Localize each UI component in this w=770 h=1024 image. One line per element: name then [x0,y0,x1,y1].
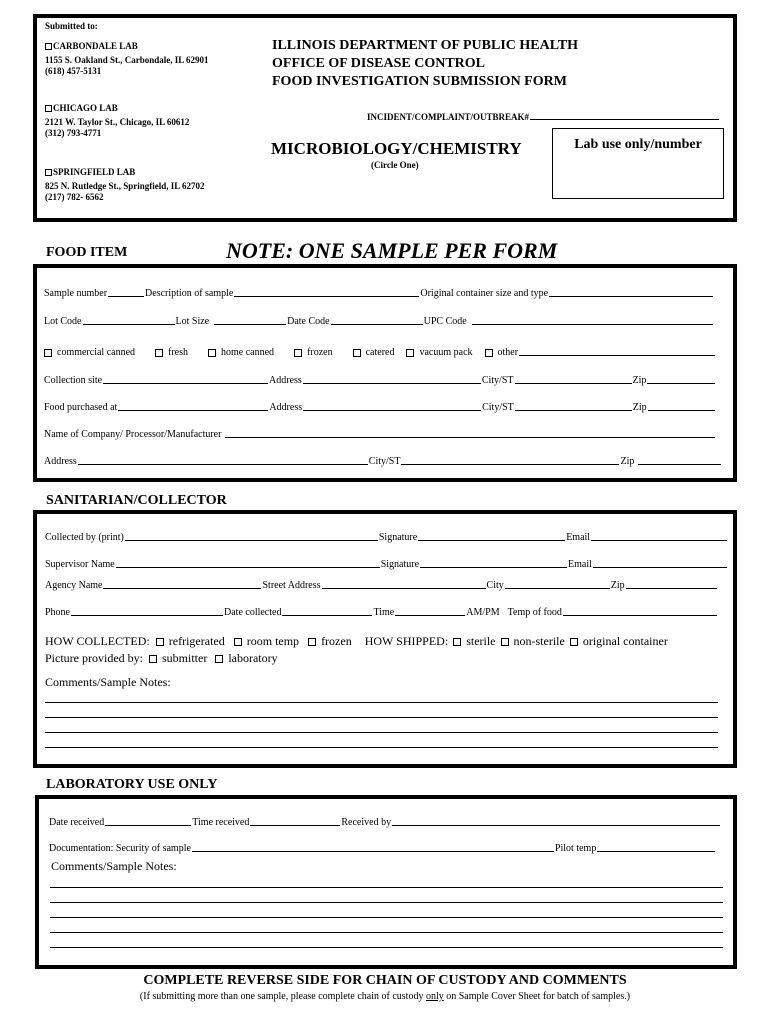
checkbox[interactable] [45,105,52,112]
signature-input[interactable] [420,566,567,568]
food-row-purchased [44,402,716,413]
time-label: Time [373,607,395,618]
sample-number-input[interactable] [108,295,144,297]
agency-input[interactable] [103,587,261,589]
city-st-input[interactable] [515,409,632,411]
comment-line[interactable] [45,732,718,733]
upc-code-label: UPC Code [423,316,467,327]
zip-input[interactable] [647,382,715,384]
option-catered[interactable]: catered [351,347,395,358]
note-one-sample: NOTE: ONE SAMPLE PER FORM [226,238,558,263]
checkbox[interactable] [45,169,52,176]
zip-input[interactable] [626,587,717,589]
city-label: City [486,580,504,591]
address-label: Address [44,456,77,467]
lab-address: 825 N. Rutledge St., Springfield, IL 62702 [45,181,205,191]
lab-name: SPRINGFIELD LAB [53,167,136,177]
title-line: ILLINOIS DEPARTMENT OF PUBLIC HEALTH [272,38,579,53]
title-line: OFFICE OF DISEASE CONTROL [272,56,486,71]
date-received-input[interactable] [105,824,191,826]
email-label: Email [568,559,592,570]
company-label: Name of Company/ Processor/Manufacturer [44,429,222,440]
footer-note-text: on Sample Cover Sheet for batch of samples.) [443,991,631,1002]
address-input[interactable] [78,463,368,465]
address-input[interactable] [303,409,481,411]
footer-note-text: (If submitting more than one sample, please complete chain of custody [139,991,426,1002]
zip-label: Zip [610,580,625,591]
collection-site-input[interactable] [103,382,268,384]
zip-label: Zip [620,456,635,467]
time-received-input[interactable] [250,824,340,826]
collected-by-label: Collected by (print) [45,532,124,543]
lab-row-2 [49,843,716,854]
lab-use-title: LABORATORY USE ONLY [46,777,218,792]
street-label: Street Address [262,580,321,591]
received-by-input[interactable] [392,824,720,826]
collected-frozen[interactable]: frozen [306,634,352,649]
option-fresh[interactable]: fresh [153,347,188,358]
option-frozen[interactable]: frozen [292,347,333,358]
lab-address: 1155 S. Oakland St., Carbondale, IL 62901 [45,55,209,65]
date-collected-label: Date collected [224,607,282,618]
city-st-label: City/ST [481,375,514,386]
zip-input[interactable] [638,463,721,465]
how-collected-label: HOW COLLECTED: [45,634,150,648]
date-code-label: Date Code [287,316,330,327]
purchased-at-label: Food purchased at [44,402,118,413]
zip-input[interactable] [648,409,715,411]
purchased-at-input[interactable] [118,409,268,411]
food-row-collection [44,375,716,386]
zip-label: Zip [632,402,647,413]
other-input[interactable] [519,354,715,356]
lab-phone: (312) 793-4771 [45,128,102,138]
how-shipped-label: HOW SHIPPED: [364,634,449,648]
food-row-company [44,429,716,440]
lab-phone: (618) 457-5131 [45,66,102,76]
food-type-options [44,347,716,358]
lot-code-label: Lot Code [44,316,82,327]
lab-comment-line[interactable] [50,902,723,903]
address-label: Address [269,375,302,386]
comment-line[interactable] [45,717,718,718]
lab-option-springfield[interactable] [45,167,135,178]
time-received-label: Time received [192,817,250,828]
date-code-input[interactable] [331,323,423,325]
lot-code-input[interactable] [83,323,175,325]
ampm-label: AM/PM [466,607,500,618]
documentation-input[interactable] [192,850,554,852]
received-by-label: Received by [341,817,392,828]
lab-name: CHICAGO LAB [53,103,118,113]
company-input[interactable] [225,436,715,438]
temp-input[interactable] [563,614,717,616]
comment-line[interactable] [45,747,718,748]
collection-site-label: Collection site [44,375,103,386]
date-received-label: Date received [49,817,105,828]
collector-row-3 [45,580,718,591]
lab-comment-line[interactable] [50,932,723,933]
option-vacuum-pack[interactable]: vacuum pack [404,347,472,358]
collected-room-temp[interactable]: room temp [232,634,299,649]
footer-instruction: COMPLETE REVERSE SIDE FOR CHAIN OF CUSTODY AND COMMENTS [143,973,627,988]
food-item-title: FOOD ITEM [46,245,128,260]
option-commercial-canned[interactable]: commercial canned [44,347,135,358]
city-st-label: City/ST [482,402,514,413]
address-input[interactable] [303,382,481,384]
street-input[interactable] [322,587,486,589]
city-input[interactable] [505,587,610,589]
food-row-2 [44,316,714,327]
shipped-original-container[interactable]: original container [568,634,668,649]
address-label: Address [269,402,303,413]
footer-note [0,991,770,1002]
agency-label: Agency Name [45,580,103,591]
incident-label: INCIDENT/COMPLAINT/OUTBREAK# [367,112,530,122]
lot-size-label: Lot Size [175,316,210,327]
picture-submitter[interactable]: submitter [147,651,207,666]
lab-comment-line[interactable] [50,947,723,948]
temp-label: Temp of food [507,607,562,618]
food-row-1 [44,288,714,299]
picture-label: Picture provided by: [45,651,143,665]
container-input[interactable] [549,295,713,297]
container-label: Original container size and type [420,288,549,299]
title-line: FOOD INVESTIGATION SUBMISSION FORM [272,74,567,89]
email-input[interactable] [593,566,727,568]
lab-comment-line[interactable] [50,887,723,888]
time-input[interactable] [395,614,465,616]
lot-size-input[interactable] [214,323,286,325]
circle-one-note: (Circle One) [371,160,419,170]
comment-line[interactable] [45,702,718,703]
collector-row-2 [45,559,728,570]
city-st-input[interactable] [515,382,632,384]
picture-laboratory[interactable]: laboratory [213,651,277,666]
collected-by-input[interactable] [125,539,378,541]
phone-input[interactable] [71,614,223,616]
submitted-to-label: Submitted to: [45,21,98,31]
collector-row-1 [45,532,728,543]
incident-input[interactable] [530,118,719,120]
description-label: Description of sample [145,288,234,299]
shipped-non-sterile[interactable]: non-sterile [499,634,565,649]
checkbox[interactable] [45,43,52,50]
option-home-canned[interactable]: home canned [206,347,274,358]
description-input[interactable] [234,295,419,297]
collector-row-4 [45,607,718,618]
city-st-label: City/ST [368,456,401,467]
signature-input[interactable] [418,539,565,541]
incident-field[interactable] [367,112,720,122]
form-title [272,37,578,91]
email-input[interactable] [591,539,727,541]
option-other[interactable]: other [483,347,519,358]
supervisor-input[interactable] [116,566,380,568]
lab-row-1 [49,817,721,828]
discipline-choice[interactable]: MICROBIOLOGY/CHEMISTRY [271,139,522,158]
collected-refrigerated[interactable]: refrigerated [154,634,225,649]
signature-label: Signature [380,559,420,570]
supervisor-label: Supervisor Name [45,559,115,570]
zip-label: Zip [632,375,647,386]
lab-comment-line[interactable] [50,917,723,918]
lab-option-chicago[interactable] [45,103,118,114]
food-row-company-address [44,456,722,467]
lab-phone: (217) 782- 6562 [45,192,104,202]
collector-title: SANITARIAN/COLLECTOR [46,493,227,508]
lab-use-label: Lab use only/number [574,137,702,152]
shipped-sterile[interactable]: sterile [451,634,495,649]
lab-address: 2121 W. Taylor St., Chicago, IL 60612 [45,117,190,127]
how-collected-row [45,634,668,649]
upc-code-input[interactable] [472,323,713,325]
lab-option-carbondale[interactable] [45,41,138,52]
phone-label: Phone [45,607,70,618]
city-st-input[interactable] [401,463,619,465]
sample-number-label: Sample number [44,288,108,299]
lab-name: CARBONDALE LAB [53,41,138,51]
picture-row [45,651,278,666]
email-label: Email [566,532,591,543]
date-collected-input[interactable] [282,614,372,616]
documentation-label: Documentation: Security of sample [49,843,191,854]
pilot-temp-input[interactable] [597,850,715,852]
lab-use-box [552,128,724,199]
pilot-temp-label: Pilot temp [554,843,597,854]
lab-comments-label: Comments/Sample Notes: [51,859,177,873]
footer-note-emphasis: only [425,991,444,1002]
collector-comments-label: Comments/Sample Notes: [45,675,171,689]
signature-label: Signature [378,532,418,543]
